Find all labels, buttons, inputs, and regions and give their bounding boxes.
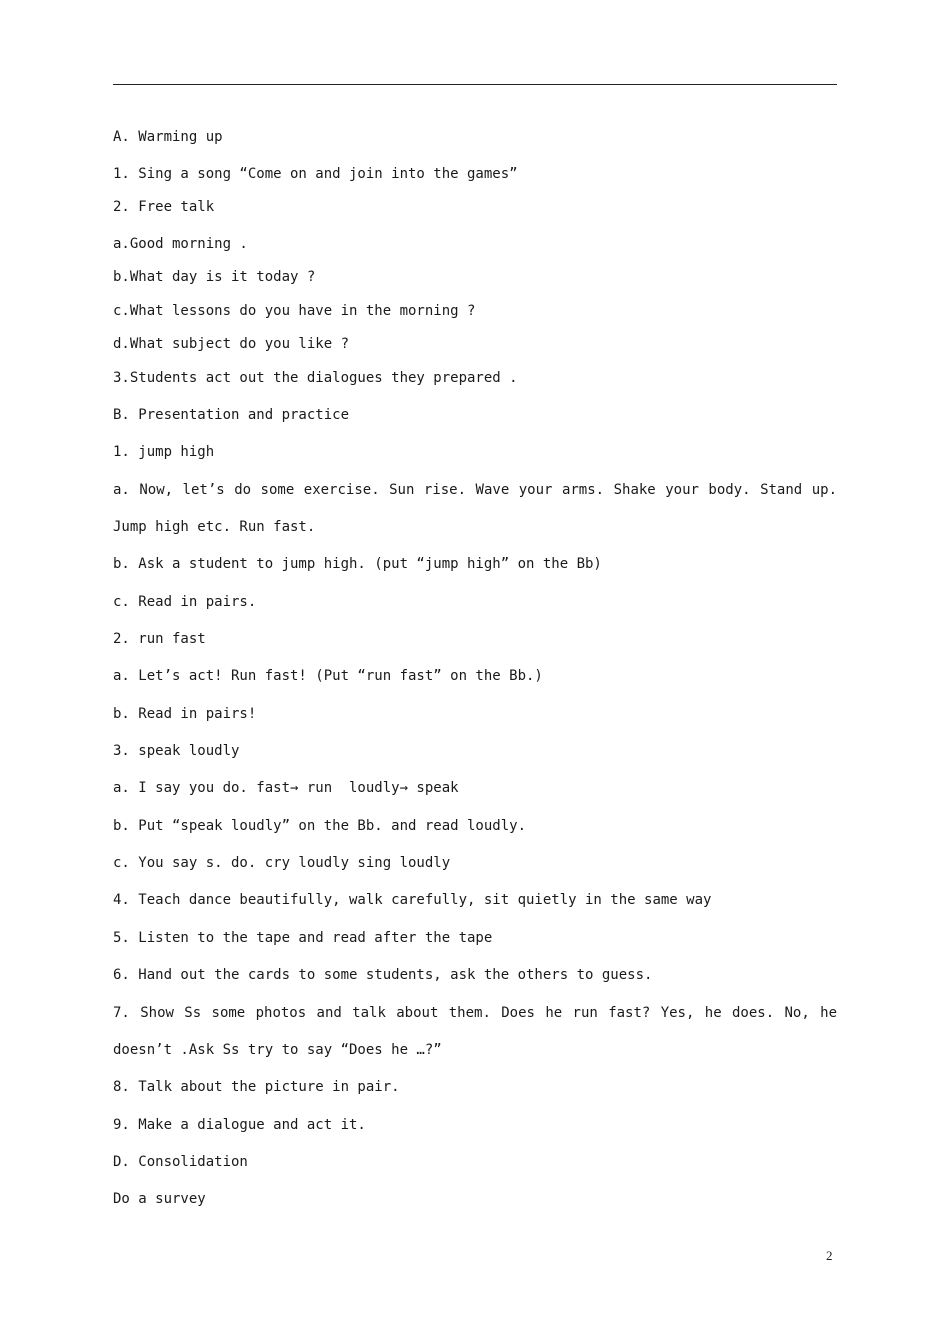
text-line: 7. Show Ss some photos and talk about them. Does he run fast? Yes, he does. No, he [113,1005,837,1021]
text-line: 8. Talk about the picture in pair. [113,1079,400,1095]
text-line: a.Good morning . [113,236,248,252]
text-line: 1. Sing a song “Come on and join into the games” [113,166,518,182]
text-line: b. Read in pairs! [113,706,257,722]
text-line: 9. Make a dialogue and act it. [113,1117,366,1133]
text-line: 2. Free talk [113,199,215,215]
section-heading: B. Presentation and practice [113,407,350,423]
text-line: b. Ask a student to jump high. (put “jump high” on the Bb) [113,556,602,572]
text-line: a. Now, let’s do some exercise. Sun rise. Wave your arms. Shake your body. Stand up. [113,482,837,498]
text-line: 1. jump high [113,444,215,460]
text-line: Jump high etc. Run fast. [113,519,316,535]
text-line: 3. speak loudly [113,743,240,759]
text-line: 6. Hand out the cards to some students, ask the others to guess. [113,967,653,983]
text-line: Do a survey [113,1191,206,1207]
text-line: 4. Teach dance beautifully, walk carefully, sit quietly in the same way [113,892,712,908]
text-line: b. Put “speak loudly” on the Bb. and read loudly. [113,818,527,834]
page-number: 2 [826,1248,833,1263]
text-line: d.What subject do you like ? [113,336,350,352]
text-line: 2. run fast [113,631,206,647]
header-rule [113,84,837,85]
text-line: doesn’t .Ask Ss try to say “Does he …?” [113,1042,442,1058]
section-heading: A. Warming up [113,129,223,145]
section-heading: D. Consolidation [113,1154,248,1170]
text-line: c. Read in pairs. [113,594,257,610]
text-line: 5. Listen to the tape and read after the tape [113,930,493,946]
text-line: c. You say s. do. cry loudly sing loudly [113,855,451,871]
text-line: a. I say you do. fast→ run loudly→ speak [113,780,459,796]
text-line: b.What day is it today ? [113,269,316,285]
text-line: 3.Students act out the dialogues they prepared . [113,370,518,386]
text-line: a. Let’s act! Run fast! (Put “run fast” on the Bb.) [113,668,543,684]
text-line: c.What lessons do you have in the morning ? [113,303,476,319]
